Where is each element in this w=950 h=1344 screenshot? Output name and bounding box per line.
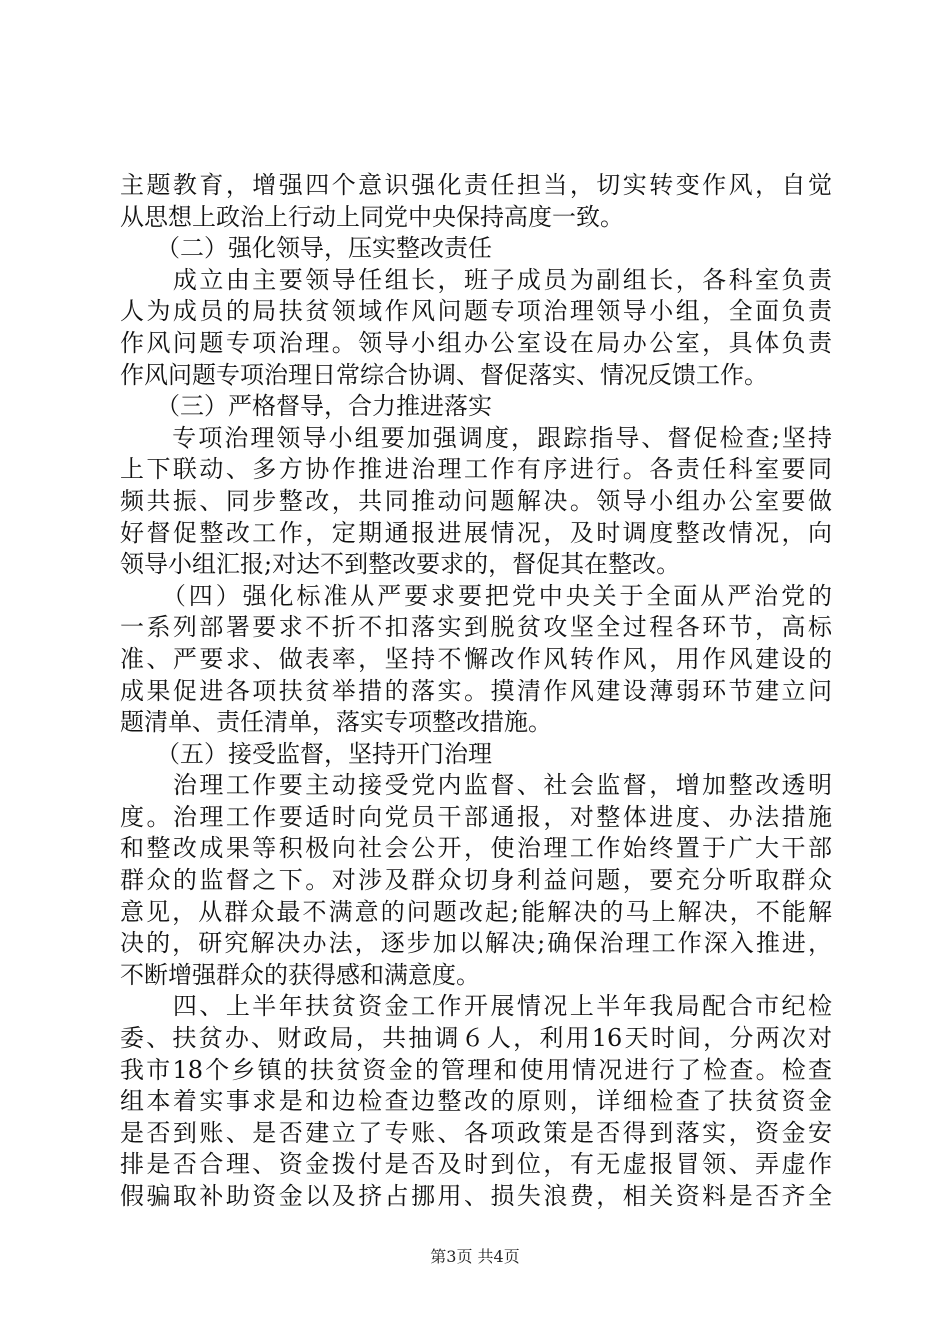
section-heading: 四、上半年扶贫资金工作开展情况上半年我局配合市纪检: [120, 992, 832, 1021]
text-line: 假骗取补助资金以及挤占挪用、损失浪费，相关资料是否齐全: [120, 1182, 832, 1210]
text-line: 专项治理领导小组要加强调度，跟踪指导、督促检查;坚持: [120, 423, 832, 452]
text-line: 和整改成果等积极向社会公开，使治理工作始终置于广大干部: [120, 834, 832, 863]
text-line: 决的，研究解决办法，逐步加以解决;确保治理工作深入推进，: [120, 929, 832, 958]
text-line: 我市18个乡镇的扶贫资金的管理和使用情况进行了检查。检查: [120, 1055, 832, 1084]
text-line: 频共振、同步整改，共同推动问题解决。领导小组办公室要做: [120, 486, 832, 515]
section-heading: （二）强化领导，压实整改责任: [120, 234, 492, 263]
text-line: 主题教育，增强四个意识强化责任担当，切实转变作风，自觉: [120, 171, 832, 199]
page-number-footer: 第3页 共4页: [430, 1247, 520, 1266]
text-line: 准、严要求、做表率，坚持不懈改作风转作风，用作风建设的: [120, 644, 832, 673]
section-heading: （三）严格督导，合力推进落实: [120, 392, 492, 421]
text-line: 成立由主要领导任组长，班子成员为副组长，各科室负责: [120, 265, 832, 294]
body-text: [120, 170, 832, 1213]
text-line: 好督促整改工作，定期通报进展情况，及时调度整改情况，向: [120, 518, 832, 547]
text-line: 上下联动、多方协作推进治理工作有序进行。各责任科室要同: [120, 455, 832, 484]
text-line: 成果促进各项扶贫举措的落实。摸清作风建设薄弱环节建立问: [120, 676, 832, 705]
text-line: 不断增强群众的获得感和满意度。: [120, 960, 480, 989]
text-line: 是否到账、是否建立了专账、各项政策是否得到落实，资金安: [120, 1118, 832, 1147]
text-line: 从思想上政治上行动上同党中央保持高度一致。: [120, 202, 624, 231]
text-line: 治理工作要主动接受党内监督、社会监督，增加整改透明: [120, 771, 832, 800]
text-line: 领导小组汇报;对达不到整改要求的，督促其在整改。: [120, 550, 681, 579]
text-line: 一系列部署要求不折不扣落实到脱贫攻坚全过程各环节，高标: [120, 613, 832, 642]
text-line: 意见，从群众最不满意的问题改起;能解决的马上解决，不能解: [120, 897, 832, 926]
text-line: 组本着实事求是和边检查边整改的原则，详细检查了扶贫资金: [120, 1087, 832, 1116]
text-line: 题清单、责任清单，落实专项整改措施。: [120, 708, 552, 737]
text-line: 度。治理工作要适时向党员干部通报，对整体进度、办法措施: [120, 802, 832, 831]
text-line: 作风问题专项治理。领导小组办公室设在局办公室，具体负责: [120, 328, 832, 357]
text-line: 委、扶贫办、财政局，共抽调６人，利用16天时间，分两次对: [120, 1024, 832, 1053]
section-heading: （五）接受监督，坚持开门治理: [120, 739, 492, 768]
text-line: 作风问题专项治理日常综合协调、督促落实、情况反馈工作。: [120, 360, 768, 389]
text-line: 排是否合理、资金拨付是否及时到位，有无虚报冒领、弄虚作: [120, 1150, 832, 1179]
text-line: 人为成员的局扶贫领域作风问题专项治理领导小组，全面负责: [120, 297, 832, 326]
text-line: 群众的监督之下。对涉及群众切身利益问题，要充分听取群众: [120, 866, 832, 895]
section-heading: （四）强化标准从严要求要把党中央关于全面从严治党的: [120, 581, 832, 610]
